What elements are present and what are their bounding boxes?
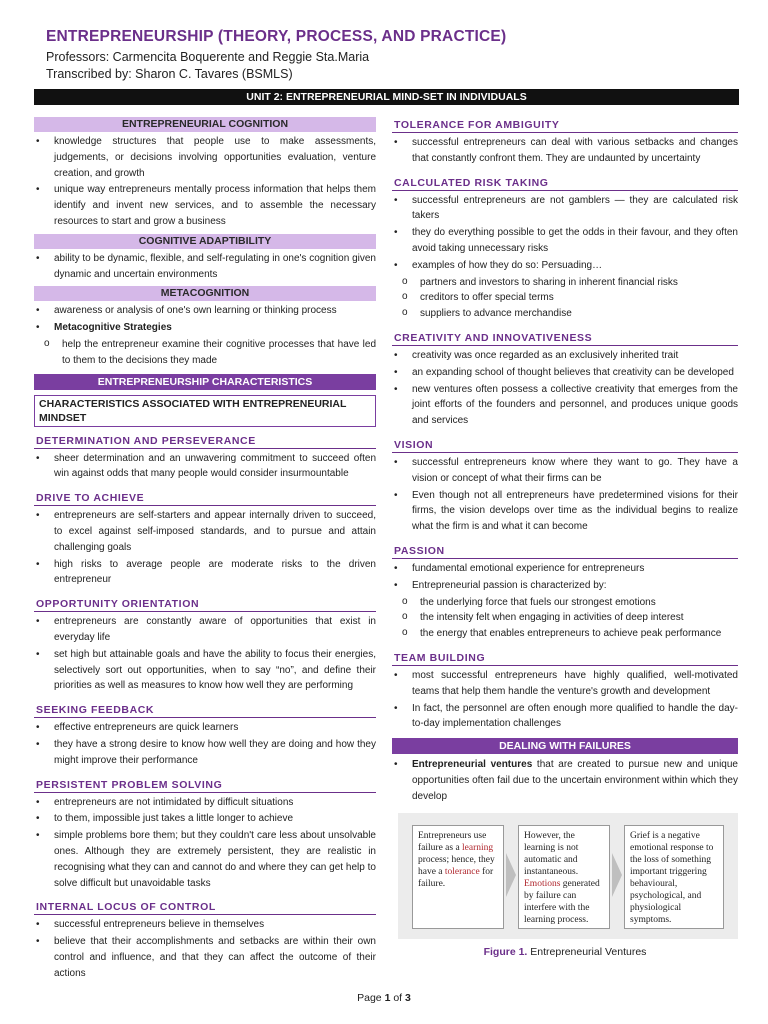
card-text: However, the learning is not automatic and instantaneous. [524,830,579,877]
diagram-card-learning [412,825,504,929]
heading-vision: VISION [392,435,738,453]
list-item: • In fact, the personnel are often enough more qualified to handle the day-to-day implementation challenges [392,701,738,733]
heading-calculated-risk-taking: CALCULATED RISK TAKING [392,173,738,191]
list-item-text: that are created to pursue new and unique opportunities often fail due to the uncertain environment within which they develop [412,759,738,802]
list-item: • knowledge structures that people use to make assessments, judgements, or decisions involving opportunities evaluation, venture creation, and growth [34,134,376,181]
list-item: • creativity was once regarded as an exclusively inherited trait [392,348,738,364]
heading-team-building: TEAM BUILDING [392,648,738,666]
failure-learning-diagram [398,813,738,939]
list-item: • examples of how they do so: Persuading… [392,258,738,274]
figure-caption-text: Entrepreneurial Ventures [527,945,647,958]
list-item [392,757,738,804]
list-item: • most successful entrepreneurs have highly qualified, well-motivated teams that help them handle the venture's growth and development [392,668,738,700]
card-text: generated by failure can interfere with the learning process. [524,878,600,925]
transcriber-line: Transcribed by: Sharon C. Tavares (BSMLS) [46,67,293,81]
list-item: • successful entrepreneurs know where they want to go. They have a vision or concept of what their firms can be [392,455,738,487]
section-cognitive-adaptibility: COGNITIVE ADAPTIBILITY [34,234,376,249]
highlight-emotions: Emotions [524,878,561,889]
page-number [0,992,768,1004]
section-entrepreneurship-characteristics: ENTREPRENEURSHIP CHARACTERISTICS [34,374,376,390]
page-total: 3 [405,992,411,1004]
list-item: • sheer determination and an unwavering commitment to succeed often win against odds that many people would consider insurmountable [34,451,376,483]
heading-determination: DETERMINATION AND PERSEVERANCE [34,431,376,449]
unit-heading-bar: UNIT 2: ENTREPRENEURIAL MIND-SET IN INDIVIDUALS [34,89,739,105]
page-prefix: Page [357,992,385,1004]
document-title: ENTREPRENEURSHIP (THEORY, PROCESS, AND PRACTICE) [46,28,507,45]
left-column [34,115,376,982]
heading-persistent-problem-solving: PERSISTENT PROBLEM SOLVING [34,775,376,793]
figure-label: Figure 1. [483,945,528,958]
list-item: • awareness or analysis of one's own learning or thinking process [34,303,376,319]
card-text: Grief is a negative emotional response to the loss of something important triggering behavioural, psychological, and physiological symptoms. [630,830,714,925]
section-metacognition: METACOGNITION [34,286,376,301]
arrow-right-icon [612,853,622,897]
list-item: • successful entrepreneurs believe in themselves [34,917,376,933]
list-item: • high risks to average people are moderate risks to the driven entrepreneur [34,557,376,589]
list-item: • fundamental emotional experience for entrepreneurs [392,561,738,577]
arrow-right-icon [506,853,516,897]
professors-line: Professors: Carmencita Boquerente and Reggie Sta.Maria [46,50,370,64]
entrepreneurial-ventures-term: Entrepreneurial ventures [412,759,533,771]
list-item: • entrepreneurs are not intimidated by difficult situations [34,795,376,811]
highlight-tolerance: tolerance [444,866,480,877]
diagram-card-emotions [518,825,610,929]
section-dealing-with-failures: DEALING WITH FAILURES [392,738,738,754]
list-item: • entrepreneurs are constantly aware of opportunities that exist in everyday life [34,614,376,646]
right-column [392,115,738,960]
list-item: • new ventures often possess a collective creativity that emerges from the joint efforts of the founders and personnel, and produces unique goods and services [392,382,738,429]
sub-list-item: o the underlying force that fuels our strongest emotions [392,595,738,611]
heading-opportunity-orientation: OPPORTUNITY ORIENTATION [34,594,376,612]
card-text: process; hence, they have a [418,854,495,877]
sub-list-item: o creditors to offer special terms [392,290,738,306]
card-text: for failure. [418,866,494,889]
list-item: • they have a strong desire to know how well they are doing and how they might improve their performance [34,737,376,769]
sub-list-item: o help the entrepreneur examine their cognitive processes that have led to them to the decisions they made [34,337,376,369]
heading-internal-locus-of-control: INTERNAL LOCUS OF CONTROL [34,897,376,915]
list-item: • Even though not all entrepreneurs have predetermined visions for their firms, the vision develops over time as the individual begins to realize what the firm is and what it can become [392,488,738,535]
list-item: • entrepreneurs are self-starters and appear internally driven to succeed, to excel against self-imposed standards, and to pursue and attain challenging goals [34,508,376,555]
heading-passion: PASSION [392,541,738,559]
list-item: • successful entrepreneurs are not gamblers — they are calculated risk takers [392,193,738,225]
page-of: of [390,992,406,1004]
metacognitive-strategies-label: Metacognitive Strategies [54,322,172,334]
list-item: • unique way entrepreneurs mentally process information that helps them identify and invent new services, and to assemble the necessary resources to start and grow a business [34,182,376,229]
diagram-card-grief [624,825,724,929]
card-text: Entrepreneurs use failure as a [418,830,487,853]
list-item: • set high but attainable goals and have the ability to focus their energies, selectively sort out opportunities, when to say “no”, and define their priorities as well as measures to know how well they are performing [34,647,376,694]
section-entrepreneurial-cognition: ENTREPRENEURIAL COGNITION [34,117,376,132]
heading-drive-to-achieve: DRIVE TO ACHIEVE [34,488,376,506]
list-item: • to them, impossible just takes a little longer to achieve [34,811,376,827]
sub-list-item: o the energy that enables entrepreneurs to achieve peak performance [392,626,738,642]
sub-list-item: o the intensity felt when engaging in activities of deep interest [392,610,738,626]
heading-creativity-and-innovativeness: CREATIVITY AND INNOVATIVENESS [392,328,738,346]
heading-tolerance-for-ambiguity: TOLERANCE FOR AMBIGUITY [392,115,738,133]
sub-list-item: o suppliers to advance merchandise [392,306,738,322]
list-item [34,320,376,336]
list-item: • they do everything possible to get the odds in their favour, and they often avoid taking unnecessary risks [392,225,738,257]
sub-list-item: o partners and investors to sharing in inherent financial risks [392,275,738,291]
figure-caption [392,945,738,961]
list-item: • an expanding school of thought believes that creativity can be developed [392,365,738,381]
page-current: 1 [384,992,391,1004]
list-item: • Entrepreneurial passion is characterized by: [392,578,738,594]
list-item: • ability to be dynamic, flexible, and self-regulating in one's cognition given dynamic and uncertain environments [34,251,376,283]
list-item: • believe that their accomplishments and setbacks are within their own control and influence, and that they can affect the outcome of their actions [34,934,376,981]
list-item: • simple problems bore them; but they couldn't care less about unsolvable ones. Although they are extremely persistent, they are realistic in recognising what they can and cannot do and where they can get help to solve difficult but unavoidable tasks [34,828,376,891]
list-item: • effective entrepreneurs are quick learners [34,720,376,736]
mindset-subheading: CHARACTERISTICS ASSOCIATED WITH ENTREPRENEURIAL MINDSET [34,395,376,427]
heading-seeking-feedback: SEEKING FEEDBACK [34,700,376,718]
highlight-learning: learning [462,842,494,853]
list-item: • successful entrepreneurs can deal with various setbacks and changes that constantly confront them. They are undaunted by uncertainty [392,135,738,167]
